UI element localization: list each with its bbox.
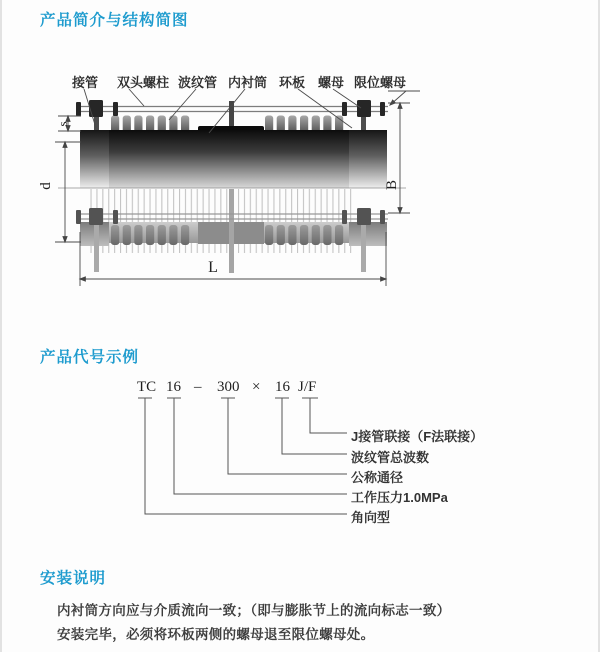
diagram-upper-half	[76, 100, 388, 188]
section-title-code: 产品代号示例	[40, 349, 140, 366]
code-anno-waves: 波纹管总波数	[351, 450, 430, 465]
part-label-pipe: 接管	[72, 75, 99, 90]
right-pipe-cap	[349, 130, 387, 188]
code-part-waves: 16	[275, 379, 290, 395]
section-title-install: 安装说明	[40, 570, 107, 587]
code-anno-type: 角向型	[351, 510, 391, 525]
part-label-limit-nut: 限位螺母	[354, 75, 407, 90]
part-label-nut: 螺母	[318, 75, 345, 90]
left-pipe-cap	[80, 130, 109, 188]
section-title-intro: 产品简介与结构简图	[40, 12, 189, 29]
code-anno-pressure: 工作压力1.0MPa	[351, 490, 448, 505]
dim-letter-b: B	[384, 179, 400, 191]
part-label-liner: 内衬筒	[228, 75, 268, 90]
install-line-1: 内衬筒方向应与介质流向一致；（即与膨胀节上的流向标志一致）	[57, 603, 451, 618]
code-part-connection: J/F	[298, 379, 317, 395]
part-label-bellows: 波纹管	[178, 75, 218, 90]
code-anno-diameter: 公称通径	[351, 470, 404, 485]
dim-letter-l: L	[208, 259, 218, 276]
part-label-ring-plate: 环板	[279, 75, 306, 90]
lower-right-cap	[349, 222, 387, 246]
bellows-body	[80, 130, 387, 188]
install-line-2: 安装完毕，必须将环板两侧的螺母退至限位螺母处。	[57, 627, 375, 642]
dim-letter-s: s	[55, 121, 70, 127]
code-part-diameter: 300	[217, 379, 240, 395]
code-connector-lines	[138, 398, 347, 514]
code-part-times: ×	[252, 379, 261, 395]
part-label-stud: 双头螺柱	[117, 75, 170, 90]
dim-letter-d: d	[38, 182, 54, 190]
code-anno-connection: J接管联接（F法联接）	[351, 429, 484, 444]
code-part-pressure: 16	[166, 379, 181, 395]
center-stud-lower	[229, 189, 234, 273]
code-part-dash: –	[194, 379, 202, 395]
structure-diagram	[2, 0, 600, 652]
diagram-lower-half	[76, 189, 388, 273]
code-part-type: TC	[137, 379, 157, 395]
